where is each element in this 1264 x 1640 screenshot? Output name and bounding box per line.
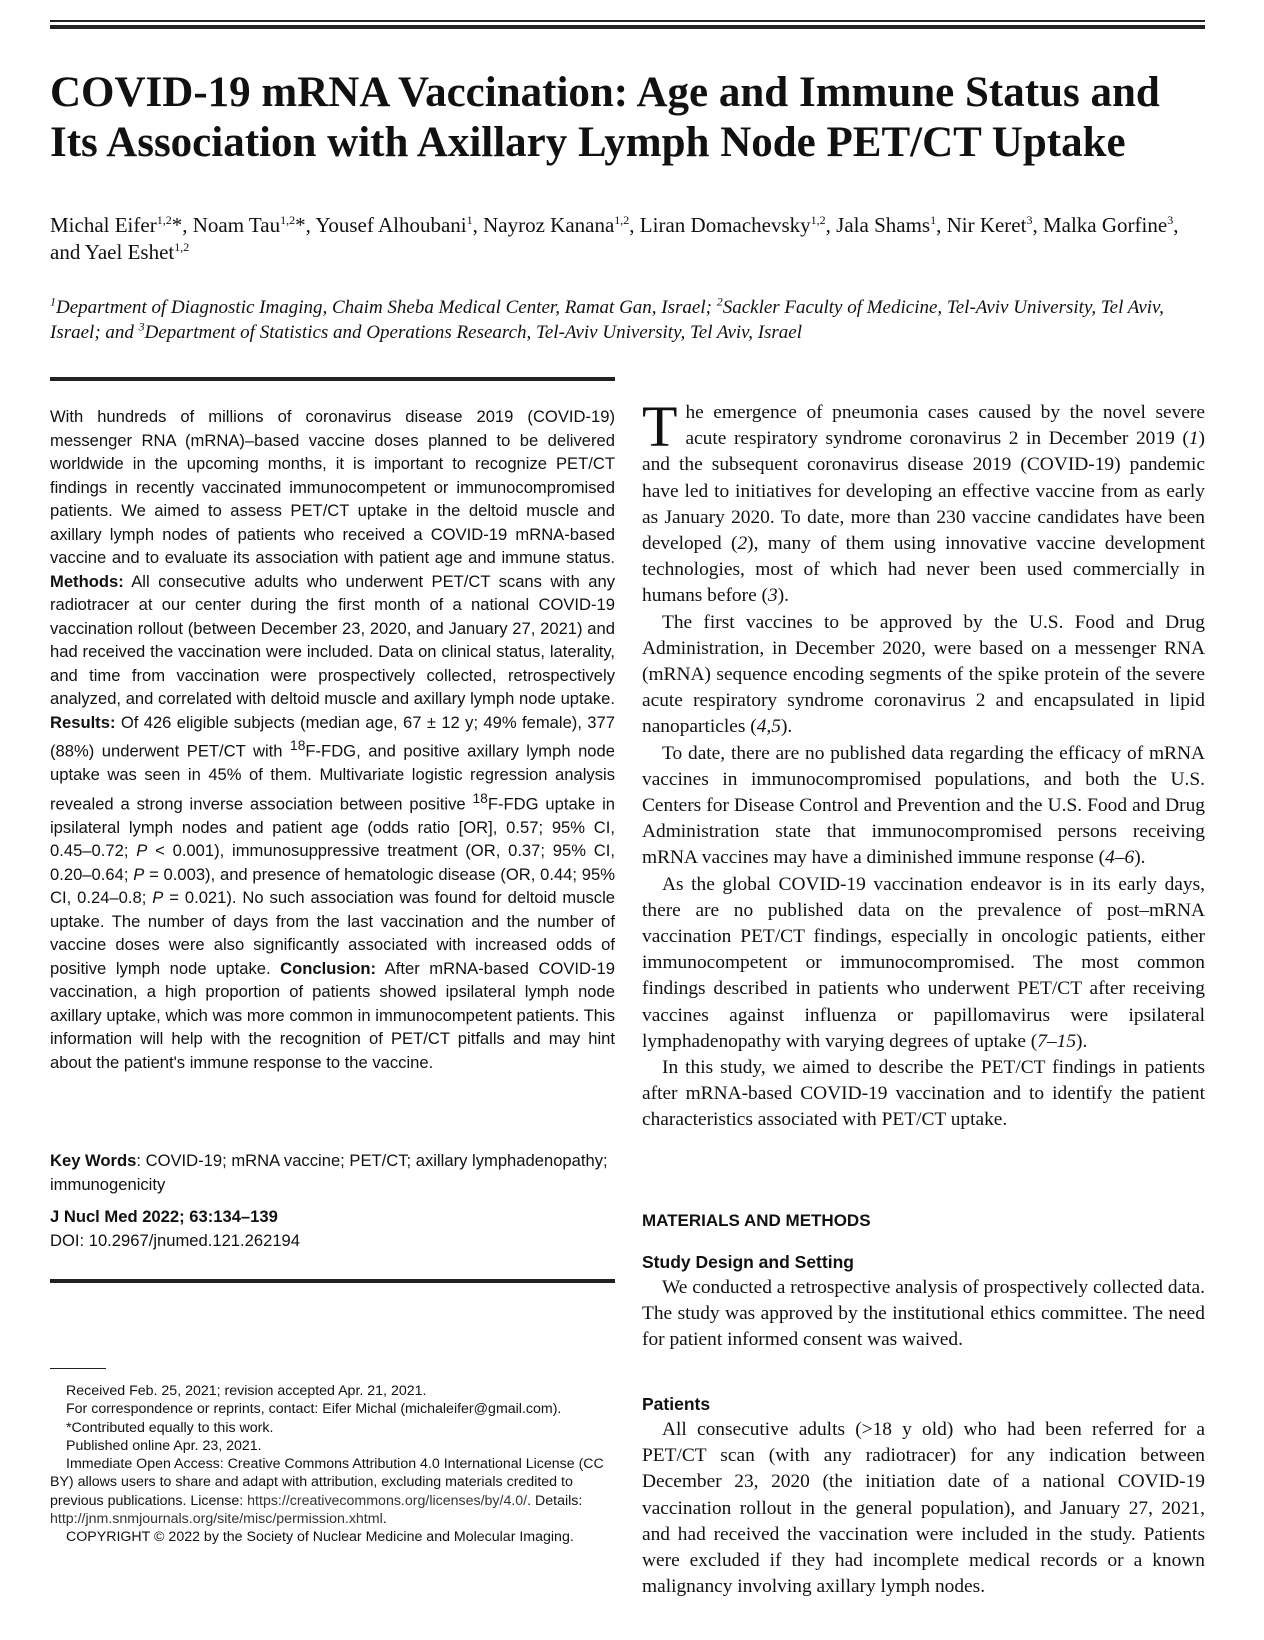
footnotes <box>50 1382 615 1547</box>
license-link[interactable]: https://creativecommons.org/licenses/by/4.0/ <box>247 1492 528 1509</box>
abstract-top-rule <box>50 377 615 381</box>
author: Michal Eifer$^{1,2}$*, <box>50 213 193 237</box>
details-link[interactable]: http://jnm.snmjournals.org/site/misc/permission.xhtml <box>50 1511 383 1528</box>
ref-link[interactable]: 3 <box>768 585 778 607</box>
author: Liran Domachevsky$^{1,2}$, <box>639 213 837 237</box>
citation <box>50 1205 615 1253</box>
correspondence-note: For correspondence or reprints, contact: Eifer Michal (michaleifer@gmail.com). <box>66 1401 562 1418</box>
author: Yousef Alhoubani$^1$, <box>315 213 484 237</box>
author: Noam Tau$^{1,2}$*, <box>192 213 316 237</box>
conclusion-label: Conclusion: <box>280 958 377 978</box>
patients-section: Patients All consecutive adults (>18 y old) who had been referred for a PET/CT scan (with any radiotracer) for any indication between December 23, 2020 (the initiation date of a national COVID-19 vaccination rollout in the general population), and January 27, 2021, and had received the vaccination were included in the study. Patients were excluded if they had incomplete medical records or a known malignancy involving axillary lymph nodes. <box>642 1391 1205 1600</box>
study-design-section: Study Design and Setting We conducted a retrospective analysis of prospectively collected data. The study was approved by the institutional ethics committee. The need for patient informed consent was waived. <box>642 1249 1205 1354</box>
results-label: Results: <box>50 712 116 732</box>
keywords: Key Words: COVID-19; mRNA vaccine; PET/CT; axillary lymphadenopathy; immunogenicity <box>50 1151 608 1194</box>
ref-link[interactable]: 4–6 <box>1105 847 1135 869</box>
doi[interactable]: DOI: 10.2967/jnumed.121.262194 <box>50 1231 301 1250</box>
subsection-heading: Patients <box>642 1394 711 1414</box>
section-heading: MATERIALS AND METHODS <box>642 1211 871 1230</box>
header-rule <box>50 20 1205 22</box>
drop-cap: T <box>642 394 678 459</box>
article-title: COVID-19 mRNA Vaccination: Age and Immune Status and Its Association with Axillary Lymph Node PET/CT Uptake <box>50 69 1160 166</box>
subsection-heading: Study Design and Setting <box>642 1252 854 1272</box>
author: Malka Gorfine$^3$, and <box>50 213 1179 264</box>
ref-link[interactable]: 2 <box>737 533 748 555</box>
abstract: With hundreds of millions of coronavirus disease 2019 (COVID-19) messenger RNA (mRNA)–based vaccine doses planned to be delivered worldwide in the upcoming months, it is important to recognize PET/CT findings in recently vaccinated immunocompetent or immunocompromised patients. We aimed to assess PET/CT uptake in the deltoid muscle and axillary lymph nodes of patients who received a COVID-19 mRNA-based vaccine and to evaluate its association with patient age and immune status. Methods: All consecutive adults who underwent PET/CT scans with any radiotracer at our center during the first month of a national COVID-19 vaccination rollout (between December 23, 2020, and January 27, 2021) and had received the vaccination were included. Data on clinical status, laterality, and time from vaccination were prospectively collected, retrospectively analyzed, and correlated with deltoid muscle and axillary lymph node uptake. Results: Of 426 eligible subjects (median age, 67 ± 12 y; 49% female), 377 (88%) underwent PET/CT with $^{18}$F-FDG, and positive axillary lymph node uptake was seen in 45% of them. Multivariate logistic regression analysis revealed a strong inverse association between positive $^{18}$F-FDG uptake in ipsilateral lymph nodes and patient age (odds ratio [OR], 0.57; 95% CI, 0.45–0.72; P < 0.001), immunosuppressive treatment (OR, 0.37; 95% CI, 0.20–0.64; P = 0.003), and presence of hematologic disease (OR, 0.44; 95% CI, 0.24–0.8; P = 0.021). No such association was found for deltoid muscle uptake. The number of days from the last vaccination and the number of vaccine doses were also significantly associated with increased odds of positive lymph node uptake. Conclusion: After mRNA-based COVID-19 vaccination, a high proportion of patients showed ipsilateral lymph node axillary uptake, which was more common in immunocompetent patients. This information will help with the recognition of PET/CT pitfalls and may hint about the patient's immune response to the vaccine. <box>50 407 616 1072</box>
author-list <box>50 212 1210 266</box>
ref-link[interactable]: 1 <box>1188 428 1199 450</box>
author: Nir Keret$^3$, <box>946 213 1043 237</box>
received-note: Received Feb. 25, 2021; revision accepted Apr. 21, 2021. <box>66 1383 427 1399</box>
methods-label: Methods: <box>50 571 124 591</box>
journal-citation: J Nucl Med 2022; 63:134–139 <box>50 1207 278 1226</box>
abstract-bottom-rule <box>50 1279 615 1283</box>
open-access-note: Immediate Open Access: Creative Commons Attribution 4.0 International License (CC BY) allows users to share and adapt with attribution, excluding materials credited to previous publications. License: https://creativecommons.org/licenses/by/4.0/. Details: http://jnm.snmjournals.org/site/misc/permission.xhtml. <box>50 1456 604 1528</box>
ref-link[interactable]: 7–15 <box>1037 1030 1077 1052</box>
footnote-rule <box>50 1368 106 1369</box>
ref-link[interactable]: 4,5 <box>756 716 781 738</box>
header-rule-thick <box>50 25 1205 29</box>
affiliations: $^1$Department of Diagnostic Imaging, Chaim Sheba Medical Center, Ramat Gan, Israel; $^2$Sackler Faculty of Medicine, Tel-Aviv University, Tel Aviv, Israel; and $^3$Department of Statistics and Operations Research, Tel-Aviv University, Tel Aviv, Israel <box>50 294 1164 343</box>
introduction: The emergence of pneumonia cases caused by the novel severe acute respiratory syndrome coronavirus 2 in December 2019 (1) and the subsequent coronavirus disease 2019 (COVID-19) pandemic have led to initiatives for developing an effective vaccine from as early as January 2020. To date, more than 230 vaccine candidates have been developed (2), many of them using innovative vaccine development technologies, most of which had never been used commercially in humans before (3). The first vaccines to be approved by the U.S. Food and Drug Administration, in December 2020, were based on a messenger RNA (mRNA) sequence encoding segments of the spike protein of the severe acute respiratory syndrome coronavirus 2 and encapsulated in lipid nanoparticles (4,5). To date, there are no published data regarding the efficacy of mRNA vaccines in immunocompromised populations, and both the U.S. Centers for Disease Control and Prevention and the U.S. Food and Drug Administration state that immunocompromised persons receiving mRNA vaccines may have a diminished immune response (4–6). As the global COVID-19 vaccination endeavor is in its early days, there are no published data on the prevalence of post–mRNA vaccination PET/CT findings, especially in oncologic patients, either immunocompetent or immunocompromised. The most common findings described in patients who underwent PET/CT after receiving vaccines against influenza or papillomavirus were ipsilateral lymphadenopathy with varying degrees of uptake (7–15). In this study, we aimed to describe the PET/CT findings in patients after mRNA-based COVID-19 vaccination and to identify the patient characteristics associated with PET/CT uptake. <box>642 394 1205 1131</box>
author: Jala Shams$^1$, <box>836 213 947 237</box>
published-note: Published online Apr. 23, 2021. <box>66 1437 262 1454</box>
copyright-note: COPYRIGHT © 2022 by the Society of Nuclear Medicine and Molecular Imaging. <box>66 1529 574 1546</box>
contributed-note: *Contributed equally to this work. <box>66 1419 274 1436</box>
author: Nayroz Kanana$^{1,2}$, <box>483 213 640 237</box>
author: Yael Eshet$^{1,2}$ <box>84 240 190 264</box>
